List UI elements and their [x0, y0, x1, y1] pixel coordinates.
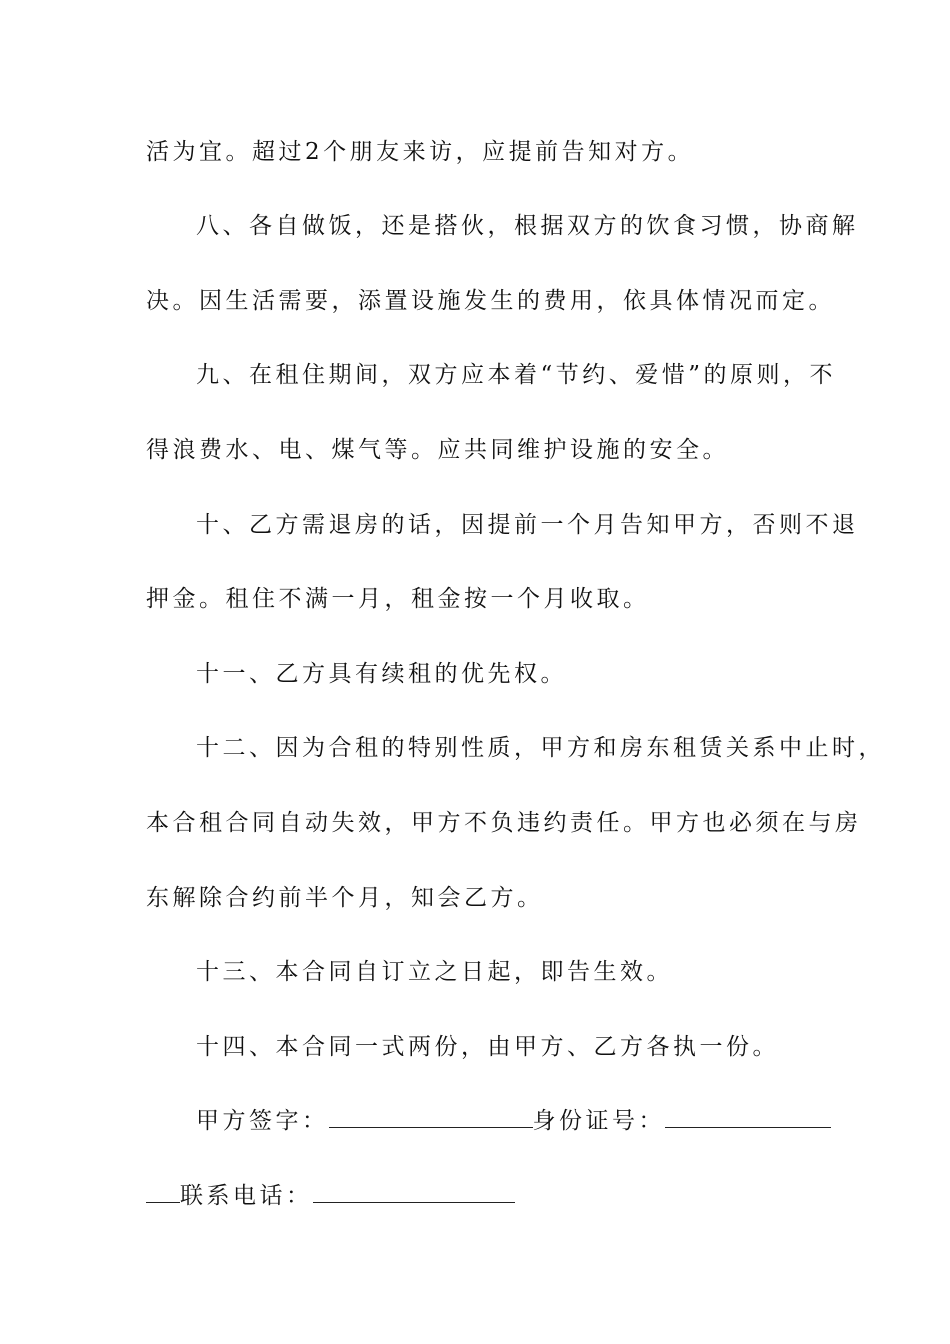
party-a-signature-blank[interactable] — [329, 1107, 533, 1128]
phone-line — [146, 1181, 515, 1211]
paragraph-line: 八、各自做饭，还是搭伙，根据双方的饮食习惯，协商解 — [196, 213, 859, 239]
phone-blank[interactable] — [313, 1182, 515, 1203]
paragraph-line: 九、在租住期间，双方应本着“节约、爱惜”的原则，不 — [196, 362, 837, 388]
id-number-blank[interactable] — [665, 1107, 831, 1128]
id-number-blank-continued[interactable] — [146, 1182, 180, 1203]
paragraph-line: 决。因生活需要，添置设施发生的费用，依具体情况而定。 — [146, 288, 835, 314]
paragraph-line: 活为宜。超过2个朋友来访，应提前告知对方。 — [146, 139, 695, 165]
id-number-label: 身份证号： — [532, 1108, 665, 1134]
party-a-signature-label: 甲方签字： — [196, 1108, 329, 1134]
paragraph-line: 十二、因为合租的特别性质，甲方和房东租赁关系中止时， — [196, 735, 885, 761]
signature-line — [196, 1106, 831, 1136]
paragraph-line: 押金。租住不满一月，租金按一个月收取。 — [146, 586, 650, 612]
paragraph-line: 东解除合约前半个月，知会乙方。 — [146, 885, 544, 911]
phone-label: 联系电话： — [180, 1183, 313, 1209]
paragraph-line: 本合租合同自动失效，甲方不负违约责任。甲方也必须在与房 — [146, 810, 862, 836]
paragraph-line: 十一、乙方具有续租的优先权。 — [196, 661, 567, 687]
paragraph-line: 十四、本合同一式两份，由甲方、乙方各执一份。 — [196, 1034, 779, 1060]
paragraph-line: 十三、本合同自订立之日起，即告生效。 — [196, 959, 673, 985]
paragraph-line: 得浪费水、电、煤气等。应共同维护设施的安全。 — [146, 437, 729, 463]
paragraph-line: 十、乙方需退房的话，因提前一个月告知甲方，否则不退 — [196, 512, 859, 538]
